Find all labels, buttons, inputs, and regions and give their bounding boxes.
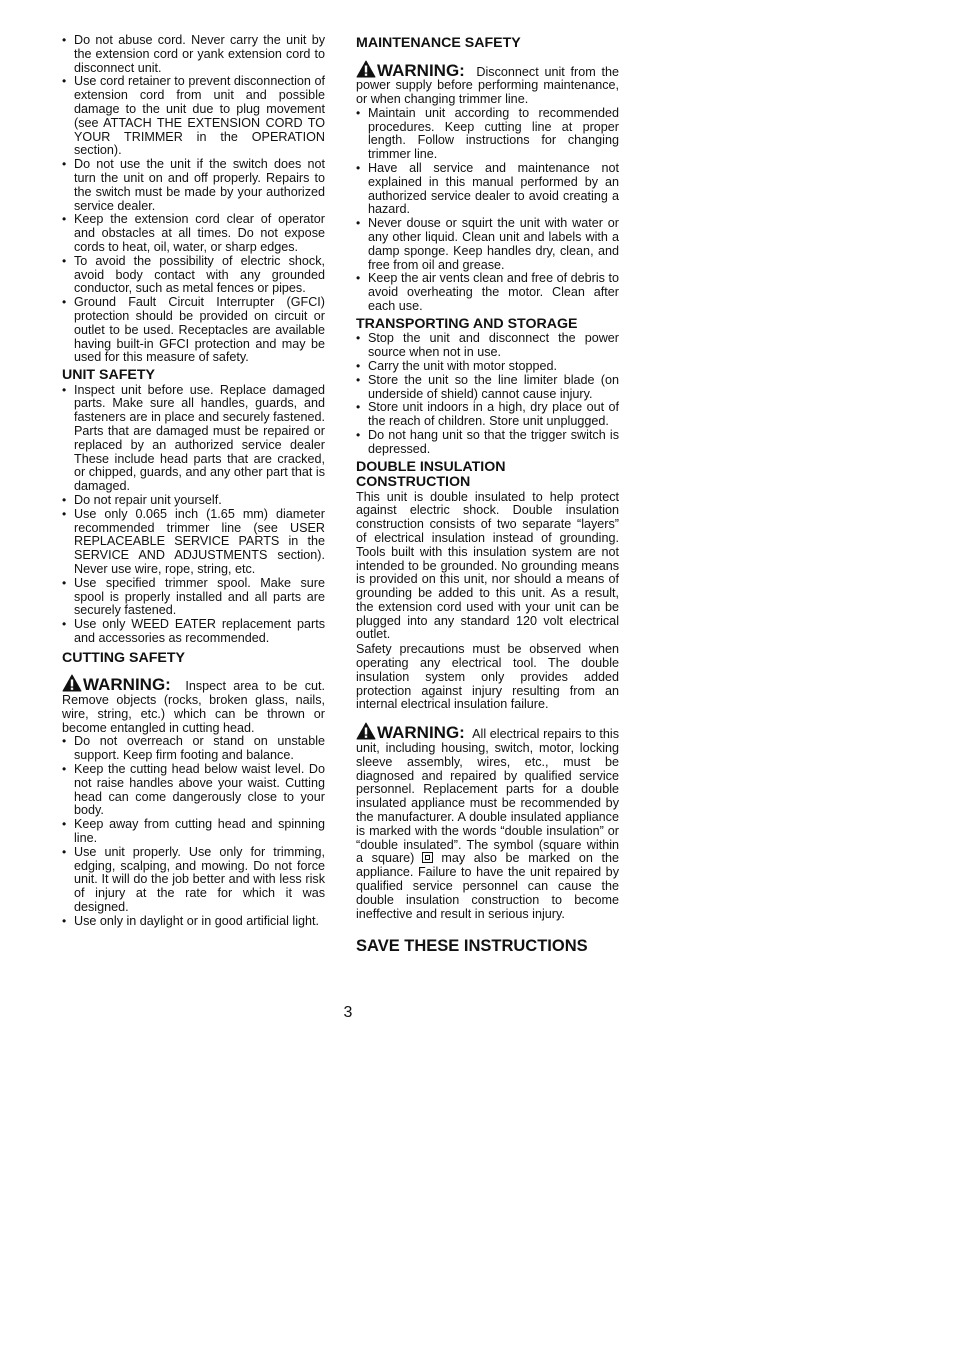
list-item: • Use only in daylight or in good artificial light. [62, 915, 325, 929]
list-item: • Do not overreach or stand on unstable support. Keep firm footing and balance. [62, 735, 325, 763]
list-item: • Store the unit so the line limiter blade (on underside of shield) cannot cause injury. [356, 374, 619, 402]
heading-line: CONSTRUCTION [356, 474, 471, 491]
electrical-repairs-warning [356, 722, 619, 921]
list-item: • Have all service and maintenance not explained in this manual performed by an authorized service dealer to avoid creating a hazard. [356, 162, 619, 217]
double-insulation-symbol-icon [422, 852, 433, 863]
list-item: • Stop the unit and disconnect the power source when not in use. [356, 332, 619, 360]
list-item: • Do not repair unit yourself. [62, 494, 325, 508]
list-item: • Do not hang unit so that the trigger switch is depressed. [356, 429, 619, 457]
warning-triangle-icon [356, 60, 376, 78]
maintenance-warning [356, 60, 619, 107]
warning-label: WARNING: [377, 60, 465, 80]
list-item: • Keep the air vents clean and free of debris to avoid overheating the motor. Clean after each use. [356, 272, 619, 313]
double-insulation-paragraph: This unit is double insulated to help protect against electric shock. Double insulation construction consists of two separate “layers” of electrical insulation instead of grounding. Tools built with this insulation system are not intended to be grounded. No grounding means is provided on this unit, nor should a means of grounding be added to this unit. As a result, the extension cord used with your unit can be plugged into any standard 120 volt electrical outlet. [356, 489, 619, 642]
left-column [62, 34, 325, 929]
warning-label: WARNING: [83, 675, 171, 695]
heading-line: DOUBLE INSULATION [356, 458, 506, 475]
list-item: • Keep the cutting head below waist level. Do not raise handles above your waist. Cutting head can come dangerously close to your body. [62, 763, 325, 818]
warning-text: Disconnect unit from the power supply before performing maintenance, or when changing trimmer line. [356, 64, 620, 107]
cord-safety-list [62, 34, 325, 365]
list-item: • Use specified trimmer spool. Make sure spool is properly installed and all parts are securely fastened. [62, 577, 325, 618]
transporting-storage-heading: TRANSPORTING AND STORAGE [356, 315, 578, 332]
maintenance-safety-list [356, 107, 619, 314]
save-instructions-heading: SAVE THESE INSTRUCTIONS [356, 937, 588, 956]
list-item: • Use unit properly. Use only for trimming, edging, scalping, and mowing. Do not force unit. It will do the job better and with less risk of injury at the rate for which it was designed. [62, 846, 325, 915]
maintenance-safety-heading: MAINTENANCE SAFETY [356, 35, 521, 51]
list-item: • Ground Fault Circuit Interrupter (GFCI) protection should be provided on circuit or outlet to be used. Receptacles are available having built-in GFCI protection and may be used for this measure of safety. [62, 296, 325, 365]
list-item: • Maintain unit according to recommended procedures. Keep cutting line at proper length. Follow instructions for changing trimmer line. [356, 107, 619, 162]
list-item: • Use only WEED EATER replacement parts and accessories as recommended. [62, 618, 325, 646]
list-item: • Use cord retainer to prevent disconnection of extension cord from unit and possible damage to the unit due to plug movement (see ATTACH THE EXTENSION CORD TO YOUR TRIMMER in the OPERATION section). [62, 75, 325, 158]
list-item: • Use only 0.065 inch (1.65 mm) diameter recommended trimmer line (see USER REPLACEABLE SERVICE PARTS in the SERVICE AND ADJUSTMENTS section). Never use wire, rope, string, etc. [62, 508, 325, 577]
list-item: • To avoid the possibility of electric shock, avoid body contact with any grounded conductor, such as metal fences or pipes. [62, 255, 325, 296]
list-item: • Never douse or squirt the unit with water or any other liquid. Clean unit and labels with a damp sponge. Keep handles dry, clean, and free from oil and grease. [356, 217, 619, 272]
list-item: • Do not use the unit if the switch does not turn the unit on and off properly. Repairs to the switch must be made by your authorized service dealer. [62, 158, 325, 213]
warning-triangle-icon [62, 674, 82, 692]
list-item: • Do not abuse cord. Never carry the unit by the extension cord or yank extension cord to disconnect unit. [62, 34, 325, 75]
warning-text: All electrical repairs to this unit, including housing, switch, motor, locking sleeve assembly, wires, etc., must be diagnosed and repaired by qualified service personnel. Replacement parts for a double insulated appliance must be recommended by the manufacturer. A double insulated appliance is marked with the words “double insulation” or “double insulated”. The symbol (square within a square) [356, 727, 619, 866]
unit-safety-heading: UNIT SAFETY [62, 367, 156, 384]
safety-precautions-paragraph: Safety precautions must be observed when operating any electrical tool. The double insulation system only provides added protection against injury resulting from an internal electrical insulation failure. [356, 642, 619, 712]
warning-text: Inspect area to be cut. Remove objects (rocks, broken glass, nails, wire, string, etc.) which can be thrown or become entangled in cutting head. [62, 679, 325, 735]
right-column [356, 34, 619, 955]
list-item: • Keep away from cutting head and spinning line. [62, 818, 325, 846]
page-number: 3 [343, 1004, 353, 1021]
warning-text-continued: may also be marked on the appliance. Failure to have the unit repaired by qualified service personnel can cause the double insulation construction to become ineffective and result in serious injury. [356, 851, 619, 921]
warning-label: WARNING: [377, 723, 465, 743]
transporting-storage-list [356, 332, 619, 456]
unit-safety-list [62, 384, 325, 646]
cutting-safety-list [62, 735, 325, 928]
cutting-safety-heading: CUTTING SAFETY [62, 649, 185, 666]
warning-triangle-icon [356, 722, 376, 740]
list-item: • Carry the unit with motor stopped. [356, 360, 619, 374]
cutting-warning [62, 674, 325, 735]
list-item: • Keep the extension cord clear of operator and obstacles at all times. Do not expose cords to heat, oil, water, or sharp edges. [62, 213, 325, 254]
double-insulation-heading [356, 460, 619, 491]
list-item: • Inspect unit before use. Replace damaged parts. Make sure all handles, guards, and fasteners are in place and securely fastened. Parts that are damaged must be repaired or replaced by an authorized service dealer These include head parts that are cracked, or chipped, guards, and any other part that is damaged. [62, 384, 325, 494]
list-item: • Store unit indoors in a high, dry place out of the reach of children. Store unit unplugged. [356, 401, 619, 429]
